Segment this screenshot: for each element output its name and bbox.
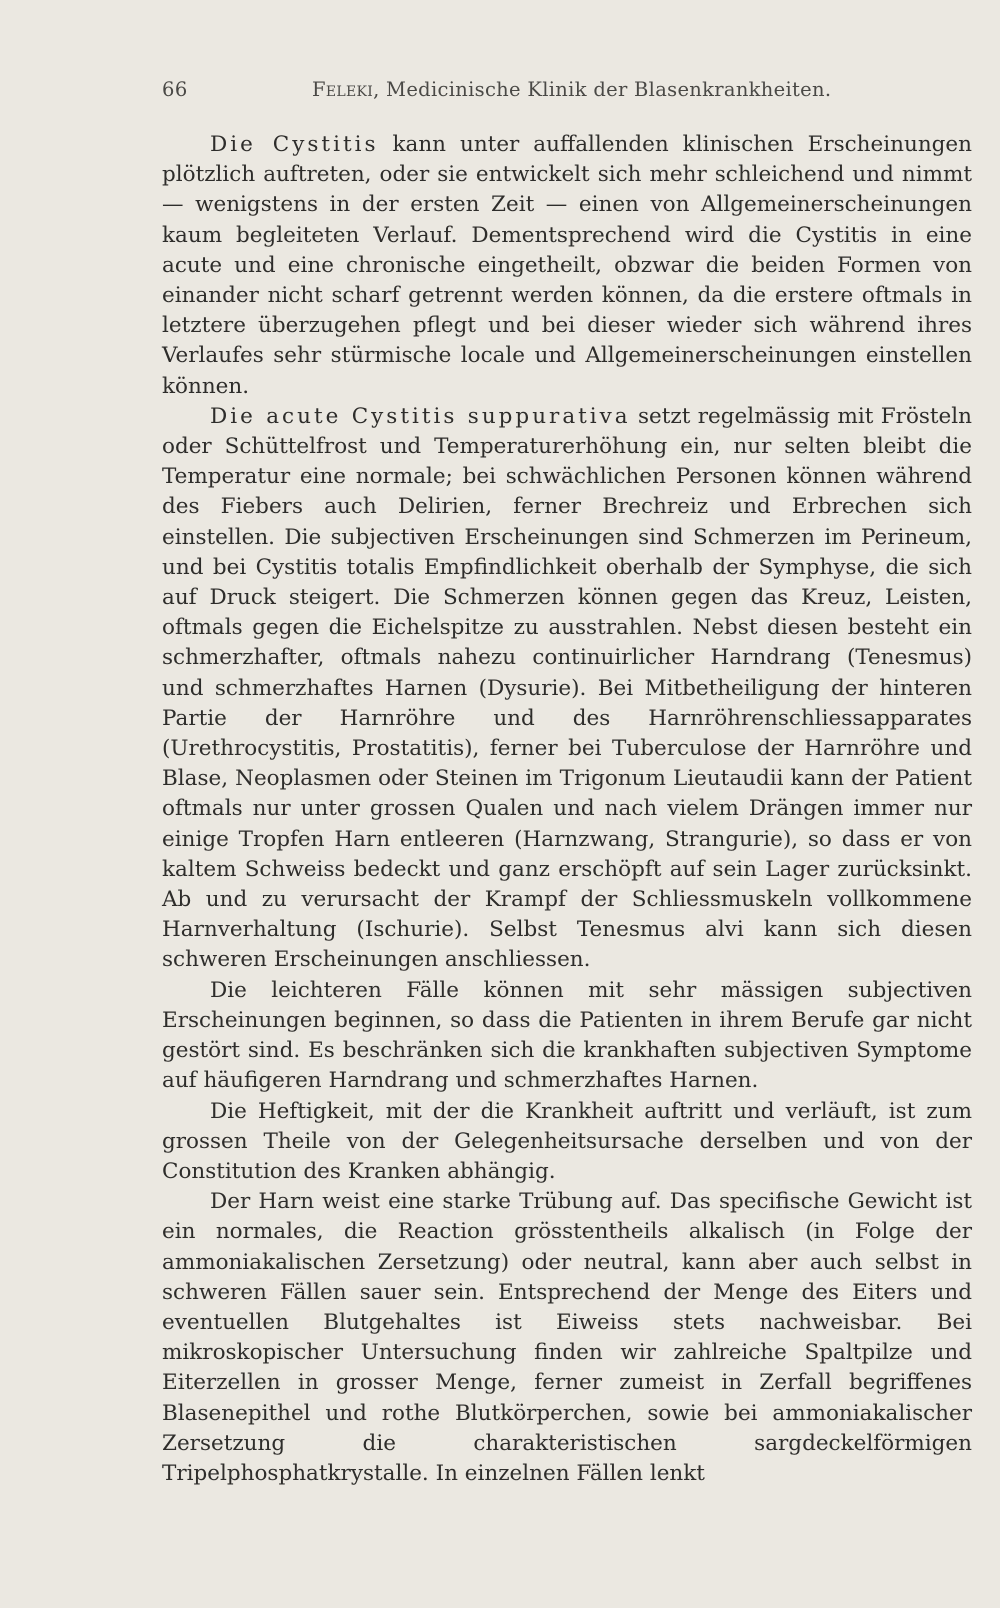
paragraph-text: Die Heftigkeit, mit der die Krankheit auftritt und verläuft, ist zum grossen Theile von der Gelegenheitsursache derselben und von der Constitution des Kranken abhängig. — [162, 1098, 972, 1184]
spaced-term: Die Cystitis — [210, 132, 379, 157]
paragraph-text: Die leichteren Fälle können mit sehr mässigen subjectiven Erscheinungen beginnen, so dass die Patienten in ihrem Berufe gar nicht gestört sind. Es beschränken sich die krankhaften subjectiven Symptome auf häufigeren Harndrang und schmerzhaftes Harnen. — [162, 977, 972, 1094]
author-name: Feleki — [312, 78, 374, 101]
paragraph — [162, 1097, 972, 1188]
paragraph — [162, 130, 972, 402]
paragraph-text: setzt regelmässig mit Frösteln oder Schüttelfrost und Temperaturerhöhung ein, nur selten bleibt die Temperatur eine normale; bei schwächlichen Personen können während des Fiebers auch Delirien, ferner Brechreiz und Erbrechen sich einstellen. Die subjectiven Erscheinungen sind Schmerzen im Perineum, und bei Cystitis totalis Empfindlichkeit oberhalb der Symphyse, die sich auf Druck steigert. Die Schmerzen können gegen das Kreuz, Leisten, oftmals gegen die Eichelspitze zu ausstrahlen. Nebst diesen besteht ein schmerzhafter, oftmals nahezu continuirlicher Harndrang (Tenesmus) und schmerzhaftes Harnen (Dysurie). Bei Mitbetheiligung der hinteren Partie der Harnröhre und des Harnröhrenschliessapparates (Urethrocystitis, Prostatitis), ferner bei Tuberculose der Harnröhre und Blase, Neoplasmen oder Steinen im Trigonum Lieutaudii kann der Patient oftmals nur unter grossen Qualen und nach vielem Drängen immer nur einige Tropfen Harn entleeren (Harnzwang, Strangurie), so dass er von kaltem Schweiss bedeckt und ganz erschöpft auf sein Lager zurücksinkt. Ab und zu verursacht der Krampf der Schliessmuskeln vollkommene Harnverhaltung (Ischurie). Selbst Tenesmus alvi kann sich diesen schweren Erscheinungen anschliessen. — [162, 403, 973, 973]
book-title: , Medicinische Klinik der Blasenkrankheiten. — [373, 78, 832, 101]
paragraph — [162, 976, 972, 1097]
paragraph — [162, 402, 972, 976]
running-header — [162, 78, 972, 108]
paragraph-text: Der Harn weist eine starke Trübung auf. Das specifische Gewicht ist ein normales, die Reaction grösstentheils alkalisch (in Folge der ammoniakalischen Zersetzung) oder neutral, kann aber auch selbst in schweren Fällen sauer sein. Entsprechend der Menge des Eiters und eventuellen Blutgehaltes ist Eiweiss stets nachweisbar. Bei mikroskopischer Untersuchung finden wir zahlreiche Spaltpilze und Eiterzellen in grosser Menge, ferner zumeist in Zerfall begriffenes Blasenepithel und rothe Blutkörperchen, sowie bei ammoniakalischer Zersetzung die charakteristischen sargdeckelförmigen Tripelphosphatkrystalle. In einzelnen Fällen lenkt — [162, 1189, 972, 1486]
spaced-term: Die acute Cystitis suppurativa — [210, 403, 631, 429]
body-text — [162, 130, 972, 1489]
paragraph-text: kann unter auffallenden klinischen Erscheinungen plötzlich auftreten, oder sie entwickelt sich mehr schleichend und nimmt — wenigstens in der ersten Zeit — einen von Allgemeinerscheinungen kaum begleiteten Verlauf. Dementsprechend wird die Cystitis in eine acute und eine chronische eingetheilt, obzwar die beiden Formen von einander nicht scharf getrennt werden können, da die erstere oftmals in letztere überzugehen pflegt und bei dieser wieder sich während ihres Verlaufes sehr stürmische locale und Allgemeinerscheinungen einstellen können. — [162, 132, 973, 399]
paragraph — [162, 1187, 972, 1489]
running-title — [312, 78, 972, 101]
page-number: 66 — [162, 78, 188, 101]
